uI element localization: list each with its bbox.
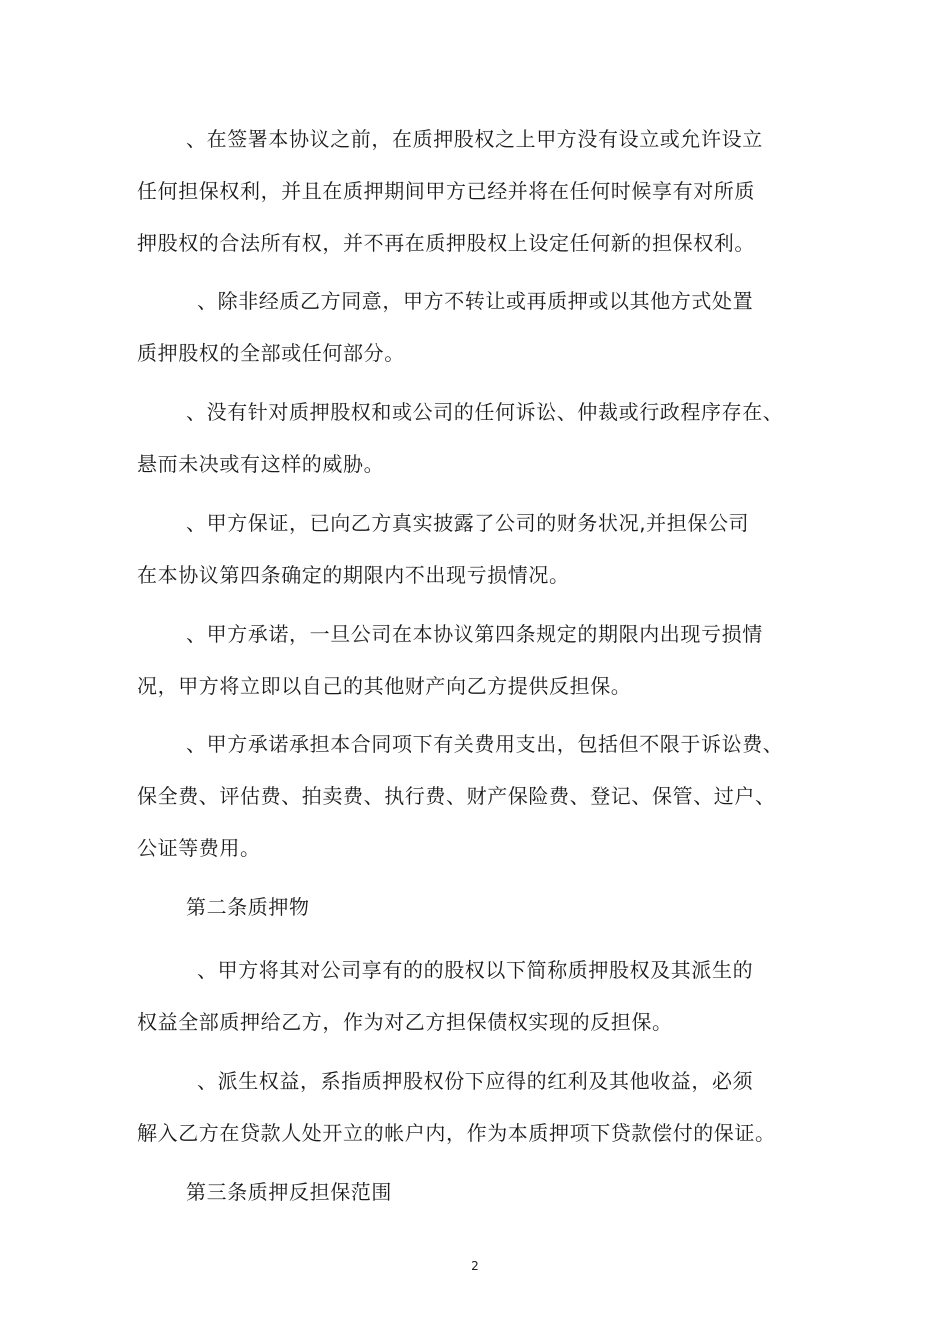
text-line: 质押股权的全部或任何部分。 [137, 341, 405, 365]
text-line: 、甲方将其对公司享有的的股权以下简称质押股权及其派生的 [197, 958, 754, 982]
text-line: 在本协议第四条确定的期限内不出现亏损情况。 [137, 563, 570, 587]
text-line: 悬而未决或有这样的威胁。 [137, 452, 385, 476]
text-line: 、甲方保证，已向乙方真实披露了公司的财务状况,并担保公司 [186, 511, 750, 535]
text-line: 解入乙方在贷款人处开立的帐户内，作为本质押项下贷款偿付的保证。 [137, 1121, 776, 1145]
text-line: 、除非经质乙方同意，甲方不转让或再质押或以其他方式处置 [197, 289, 754, 313]
page-number: 2 [471, 1259, 479, 1273]
text-line: 、在签署本协议之前，在质押股权之上甲方没有设立或允许设立 [186, 127, 763, 151]
text-line: 、甲方承诺承担本合同项下有关费用支出，包括但不限于诉讼费、 [186, 732, 784, 756]
text-line: 、没有针对质押股权和或公司的任何诉讼、仲裁或行政程序存在、 [186, 400, 784, 424]
text-line: 、派生权益，系指质押股权份下应得的红利及其他收益，必须 [197, 1069, 754, 1093]
text-line: 任何担保权利，并且在质押期间甲方已经并将在任何时候享有对所质 [137, 179, 755, 203]
text-line: 、甲方承诺，一旦公司在本协议第四条规定的期限内出现亏损情 [186, 622, 763, 646]
text-line: 押股权的合法所有权，并不再在质押股权上设定任何新的担保权利。 [137, 231, 755, 255]
text-line: 公证等费用。 [137, 836, 261, 860]
text-line: 况，甲方将立即以自己的其他财产向乙方提供反担保。 [137, 674, 632, 698]
text-line: 权益全部质押给乙方，作为对乙方担保债权实现的反担保。 [137, 1010, 673, 1034]
section-heading-text: 第三条质押反担保范围 [186, 1180, 392, 1204]
section-heading-text: 第二条质押物 [186, 895, 310, 919]
text-line: 保全费、评估费、拍卖费、执行费、财产保险费、登记、保管、过户、 [137, 784, 776, 808]
